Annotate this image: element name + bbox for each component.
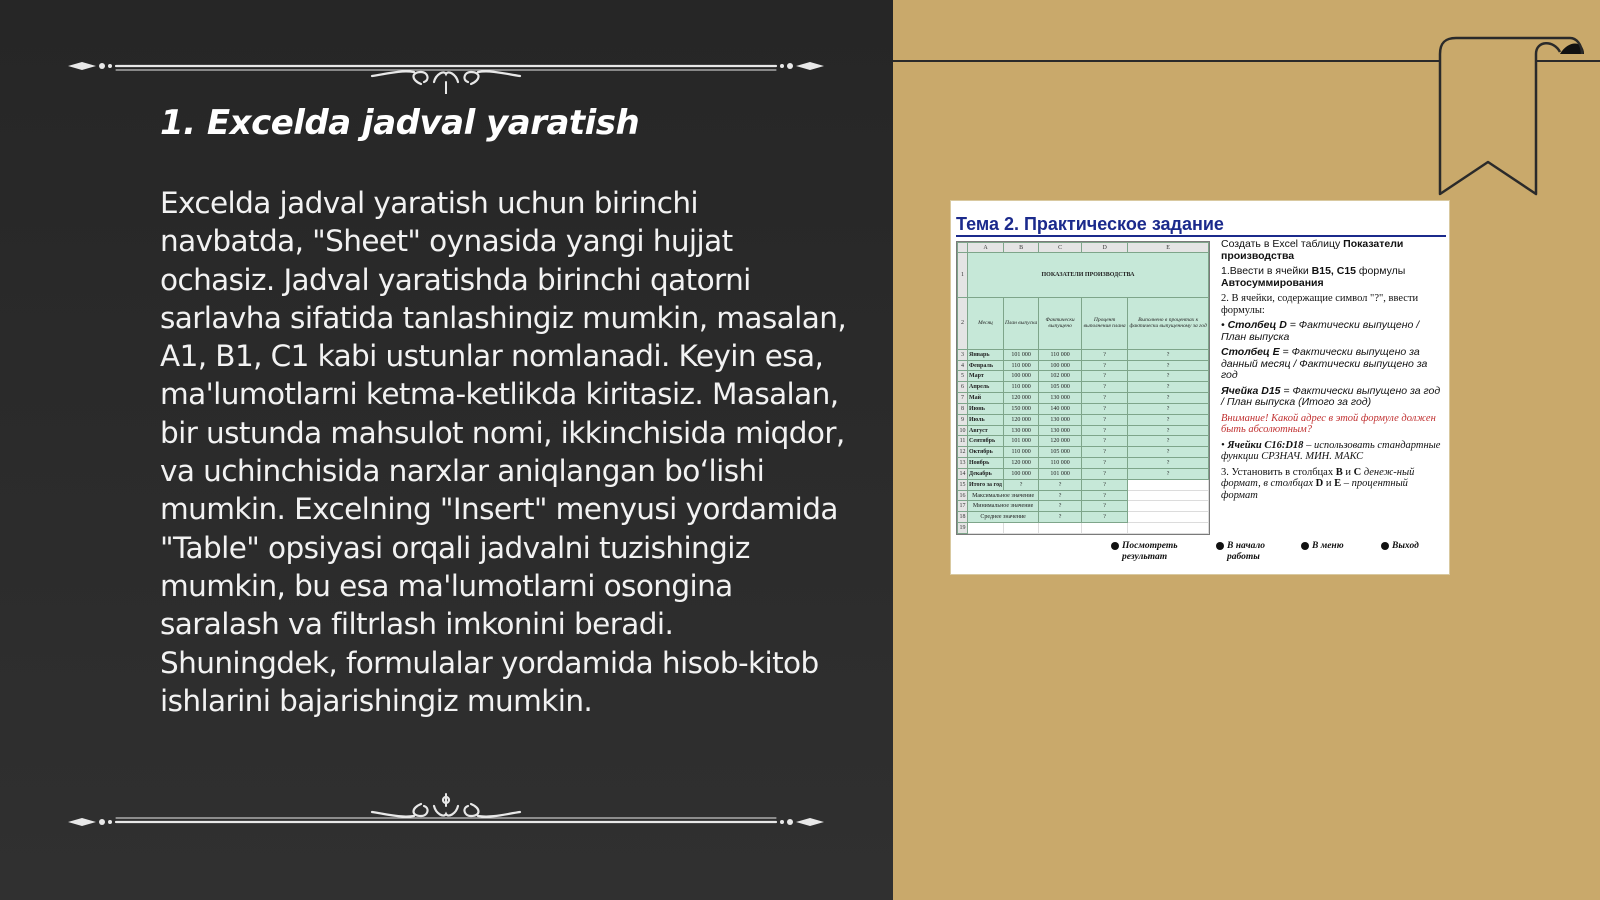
header-cell: Фактически выпущено: [1039, 297, 1082, 349]
nav-label: Посмотреть результат: [1122, 541, 1178, 562]
task-text: Автосуммирования: [1221, 276, 1324, 289]
nav-label: В меню: [1312, 541, 1344, 551]
table-title: ПОКАЗАТЕЛИ ПРОИЗВОДСТВА: [968, 253, 1209, 298]
fact-cell: 110 000: [1039, 349, 1082, 360]
task-text: В: [1335, 466, 1343, 478]
task-text: B15, C15: [1311, 265, 1356, 277]
summary-cell: ?: [1003, 479, 1038, 490]
fact-cell: 130 000: [1039, 414, 1082, 425]
table-row: [958, 425, 1209, 436]
share-cell: ?: [1128, 425, 1209, 436]
image-nav-row: [1111, 541, 1446, 571]
slide-body-text: Excelda jadval yaratish uchun birinchi navbatda, "Sheet" oynasida yangi hujjat ochasiz. Jadval yaratishda birinchi qatorni sarlavha sifatida tanlashingiz mumkin, masalan, A1, B1, C1 kabi ustunlar nomlanadi. Keyin esa, ma'lumotlarni ketma-ketlikda kiritasiz. Masalan, bir ustunda mahsulot nomi, ikkinchisida miqdor, va uchinchisida narxlar aniqlangan bo‘lishi mumkin. Excelning "Insert" menyusi yordamida "Table" opsiyasi orqali jadvalni tuzishingiz mumkin, bu esa ma'lumotlarni osongina saralash va filtrlash imkonini beradi. Shuningdek, formulalar yordamida hisob-kitob ishlarini bajarishingiz mumkin.: [160, 186, 847, 718]
row-number: 16: [958, 490, 968, 501]
table-row: [958, 468, 1209, 479]
empty-cell: [968, 523, 1004, 534]
task-text: D: [1315, 478, 1324, 489]
summary-cell: ?: [1082, 479, 1128, 490]
plan-cell: 150 000: [1003, 403, 1038, 414]
fact-cell: 105 000: [1039, 382, 1082, 393]
column-header: C: [1039, 243, 1082, 253]
table-row: [958, 436, 1209, 447]
bullet-icon: [1301, 542, 1309, 550]
header-cell: Выполнено в процентах к фактически выпущенному за год: [1128, 297, 1209, 349]
row-number: 13: [958, 458, 968, 469]
image-title: Тема 2. Практическое задание: [956, 214, 1224, 234]
row-number: 15: [958, 479, 968, 490]
nav-view-result: [1111, 541, 1192, 563]
month-cell: Ноябрь: [968, 458, 1004, 469]
task-text: Создать в Excel таблицу: [1221, 238, 1344, 250]
summary-cell: ?: [1039, 490, 1082, 501]
fact-cell: 101 000: [1039, 468, 1082, 479]
bullet-icon: [1216, 542, 1224, 550]
share-cell: ?: [1128, 436, 1209, 447]
nav-exit: [1381, 541, 1419, 552]
row-number: 4: [958, 360, 968, 371]
table-row: [958, 403, 1209, 414]
task-text: Показатели производства: [1221, 238, 1404, 262]
month-cell: Июль: [968, 414, 1004, 425]
percent-cell: ?: [1082, 458, 1128, 469]
month-cell: Сентябрь: [968, 436, 1004, 447]
percent-cell: ?: [1082, 393, 1128, 404]
task-instructions: Создать в Excel таблицу Показатели производства 1.Ввести в ячейки B15, C15 формулы Автосуммирования 2. В ячейки, содержащие символ "?", ввести формулы: • Столбец D = Фактически выпущено / План выпуска Столбец E = Фактически выпущено за данный месяц / Фактически выпущено за год Ячейка D15 = Фактически выпущено за год / План выпуска (Итого за год) Внимание! Какой адрес в этой формуле должен быть абсолютным? • Ячейки C16:D18 – использовать стандартные функции СРЗНАЧ. МИН. МАКС 3. Установить в столбцах В и С денеж-ный формат, в столбцах D и E – процентный формат: [1221, 239, 1446, 505]
share-cell: ?: [1128, 349, 1209, 360]
row-number: 6: [958, 382, 968, 393]
plan-cell: 110 000: [1003, 382, 1038, 393]
empty-cell: [1128, 512, 1209, 523]
fact-cell: 105 000: [1039, 447, 1082, 458]
summary-cell: ?: [1082, 512, 1128, 523]
empty-cell: [1003, 523, 1038, 534]
task-text: формулы: [1356, 265, 1406, 277]
fact-cell: 110 000: [1039, 458, 1082, 469]
row-number: 1: [958, 253, 968, 298]
task-text: и: [1323, 478, 1335, 489]
flourish-divider-top: [66, 44, 826, 94]
column-header: B: [1003, 243, 1038, 253]
task-warning: Внимание! Какой адрес в этой формуле должен быть абсолютным?: [1221, 412, 1436, 435]
flourish-divider-bottom: [66, 778, 826, 828]
plan-cell: 120 000: [1003, 393, 1038, 404]
row-number: 3: [958, 349, 968, 360]
row-number: 14: [958, 468, 968, 479]
plan-cell: 120 000: [1003, 458, 1038, 469]
month-cell: Декабрь: [968, 468, 1004, 479]
plan-cell: 110 000: [1003, 447, 1038, 458]
task-text: и: [1342, 466, 1354, 478]
excel-task-image: [950, 200, 1450, 575]
share-cell: ?: [1128, 414, 1209, 425]
month-cell: Январь: [968, 349, 1004, 360]
bookmark-ribbon-icon: [1436, 34, 1586, 200]
share-cell: ?: [1128, 360, 1209, 371]
header-cell: Процент выполнения плана: [1082, 297, 1128, 349]
task-text: С: [1353, 466, 1362, 478]
month-cell: Май: [968, 393, 1004, 404]
task-text: – использовать стандартные функции СРЗНАЧ. МИН. МАКС: [1221, 439, 1441, 462]
empty-cell: [1128, 490, 1209, 501]
summary-cell: ?: [1082, 501, 1128, 512]
summary-label: Минимальное значение: [968, 501, 1039, 512]
plan-cell: 130 000: [1003, 425, 1038, 436]
row-number: 7: [958, 393, 968, 404]
column-header: E: [1128, 243, 1209, 253]
empty-cell: [1128, 501, 1209, 512]
percent-cell: ?: [1082, 371, 1128, 382]
column-header: D: [1082, 243, 1128, 253]
empty-cell: [1128, 523, 1209, 534]
empty-cell: [1128, 479, 1209, 490]
table-row: [958, 414, 1209, 425]
month-cell: Август: [968, 425, 1004, 436]
summary-cell: ?: [1039, 479, 1082, 490]
summary-cell: ?: [1082, 490, 1128, 501]
empty-cell: [1039, 523, 1082, 534]
fact-cell: 130 000: [1039, 393, 1082, 404]
task-text: Столбец E: [1221, 346, 1280, 358]
task-text: денеж-ный формат, в столбцах: [1221, 466, 1415, 489]
summary-label: Среднее значение: [968, 512, 1039, 523]
task-text: 2. В ячейки, содержащие символ "?", ввести формулы:: [1221, 293, 1419, 316]
month-cell: Октябрь: [968, 447, 1004, 458]
month-cell: Апрель: [968, 382, 1004, 393]
plan-cell: 101 000: [1003, 349, 1038, 360]
table-row: [958, 393, 1209, 404]
percent-cell: ?: [1082, 403, 1128, 414]
summary-label: Максимальное значение: [968, 490, 1039, 501]
task-text: Ячейки C16:D18: [1227, 439, 1304, 451]
row-number: 10: [958, 425, 968, 436]
share-cell: ?: [1128, 458, 1209, 469]
share-cell: ?: [1128, 468, 1209, 479]
month-cell: Март: [968, 371, 1004, 382]
percent-cell: ?: [1082, 360, 1128, 371]
table-row: [958, 458, 1209, 469]
share-cell: ?: [1128, 403, 1209, 414]
row-number: 9: [958, 414, 968, 425]
percent-cell: ?: [1082, 468, 1128, 479]
row-number: 2: [958, 297, 968, 349]
table-row: [958, 349, 1209, 360]
row-number: 8: [958, 403, 968, 414]
month-cell: Июнь: [968, 403, 1004, 414]
column-header: A: [968, 243, 1004, 253]
nav-start: [1216, 541, 1279, 563]
summary-label: Итого за год: [968, 479, 1004, 490]
percent-cell: ?: [1082, 349, 1128, 360]
task-text: 3. Установить в столбцах: [1221, 466, 1336, 478]
row-number: 5: [958, 371, 968, 382]
plan-cell: 100 000: [1003, 468, 1038, 479]
plan-cell: 110 000: [1003, 360, 1038, 371]
percent-cell: ?: [1082, 425, 1128, 436]
plan-cell: 120 000: [1003, 414, 1038, 425]
percent-cell: ?: [1082, 382, 1128, 393]
summary-cell: ?: [1039, 501, 1082, 512]
share-cell: ?: [1128, 382, 1209, 393]
row-number: 11: [958, 436, 968, 447]
nav-label: В начало работы: [1227, 541, 1265, 562]
fact-cell: 120 000: [1039, 436, 1082, 447]
task-text: 1.Ввести в ячейки: [1221, 265, 1312, 277]
bullet-icon: [1111, 542, 1119, 550]
share-cell: ?: [1128, 371, 1209, 382]
task-text: = Фактически выпущено / План выпуска: [1221, 319, 1420, 343]
slide-title: 1. Excelda jadval yaratish: [160, 103, 640, 143]
corner-cell: [958, 243, 968, 253]
percent-cell: ?: [1082, 414, 1128, 425]
empty-cell: [1082, 523, 1128, 534]
fact-cell: 140 000: [1039, 403, 1082, 414]
table-row: [958, 371, 1209, 382]
share-cell: ?: [1128, 393, 1209, 404]
table-row: [958, 360, 1209, 371]
nav-label: Выход: [1392, 541, 1419, 551]
row-number: 17: [958, 501, 968, 512]
row-number: 18: [958, 512, 968, 523]
spreadsheet-preview: [956, 241, 1210, 535]
task-text: Ячейка D15: [1221, 384, 1281, 397]
task-text: = Фактически выпущено за данный месяц / Фактически выпущено за год: [1221, 346, 1428, 381]
fact-cell: 130 000: [1039, 425, 1082, 436]
plan-cell: 100 000: [1003, 371, 1038, 382]
fact-cell: 100 000: [1039, 360, 1082, 371]
summary-cell: ?: [1039, 512, 1082, 523]
month-cell: Февраль: [968, 360, 1004, 371]
task-text: Столбец D: [1227, 319, 1287, 331]
share-cell: ?: [1128, 447, 1209, 458]
row-number: 12: [958, 447, 968, 458]
percent-cell: ?: [1082, 447, 1128, 458]
spreadsheet-table: [957, 242, 1209, 534]
task-text: E: [1334, 478, 1342, 489]
bullet-icon: [1381, 542, 1389, 550]
fact-cell: 102 000: [1039, 371, 1082, 382]
header-cell: План выпуска: [1003, 297, 1038, 349]
plan-cell: 101 000: [1003, 436, 1038, 447]
header-cell: Месяц: [968, 297, 1004, 349]
row-number: 19: [958, 523, 968, 534]
nav-menu: [1301, 541, 1344, 552]
table-row: [958, 447, 1209, 458]
percent-cell: ?: [1082, 436, 1128, 447]
table-row: [958, 382, 1209, 393]
image-title-rule: [956, 235, 1446, 237]
task-text: – процентный формат: [1221, 478, 1408, 501]
task-text: = Фактически выпущено за год / План выпуска (Итого за год): [1221, 384, 1441, 408]
